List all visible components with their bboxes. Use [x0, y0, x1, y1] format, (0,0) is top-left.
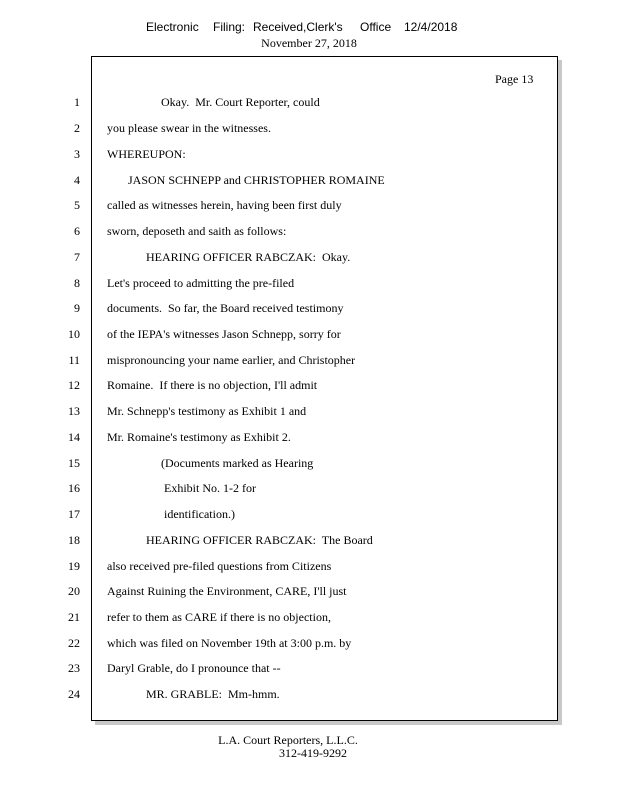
footer-company: L.A. Court Reporters, L.L.C. — [218, 733, 358, 747]
stamp-word: Office — [360, 20, 392, 34]
line-text: refer to them as CARE if there is no objection, — [107, 610, 331, 624]
line-number: 9 — [74, 301, 80, 315]
line-number: 22 — [68, 636, 80, 650]
stamp-word: Electronic — [146, 20, 199, 34]
line-number: 5 — [74, 198, 80, 212]
line-text: which was filed on November 19th at 3:00 p.m. by — [107, 636, 352, 650]
line-number: 1 — [74, 95, 80, 109]
line-text: Let's proceed to admitting the pre-filed — [107, 276, 295, 290]
page-number: Page 13 — [495, 72, 534, 86]
line-text: Mr. Romaine's testimony as Exhibit 2. — [107, 430, 291, 444]
filed-date: November 27, 2018 — [261, 36, 357, 50]
line-number: 20 — [68, 584, 80, 598]
line-number: 10 — [68, 327, 80, 341]
line-text: Exhibit No. 1-2 for — [164, 481, 256, 495]
line-number: 18 — [68, 533, 80, 547]
line-number: 2 — [74, 121, 80, 135]
line-text: HEARING OFFICER RABCZAK: Okay. — [146, 250, 351, 264]
line-text: (Documents marked as Hearing — [161, 456, 314, 470]
line-number: 8 — [74, 276, 80, 290]
line-number: 16 — [68, 481, 80, 495]
line-number: 11 — [68, 353, 80, 367]
line-text: JASON SCHNEPP and CHRISTOPHER ROMAINE — [128, 173, 385, 187]
line-text: identification.) — [164, 507, 235, 521]
line-text: Mr. Schnepp's testimony as Exhibit 1 and — [107, 404, 307, 418]
line-number: 3 — [74, 147, 80, 161]
line-text: MR. GRABLE: Mm-hmm. — [146, 687, 280, 701]
line-text: Okay. Mr. Court Reporter, could — [161, 95, 320, 109]
line-text: HEARING OFFICER RABCZAK: The Board — [146, 533, 373, 547]
line-text: Against Ruining the Environment, CARE, I'll just — [107, 584, 347, 598]
line-text: also received pre-filed questions from Citizens — [107, 559, 332, 573]
stamp-word: Received,Clerk's — [253, 20, 343, 34]
line-number: 23 — [68, 661, 80, 675]
line-number: 17 — [68, 507, 80, 521]
line-text: sworn, deposeth and saith as follows: — [107, 224, 287, 238]
line-number: 7 — [74, 250, 80, 264]
line-text: mispronouncing your name earlier, and Christopher — [107, 353, 356, 367]
line-text: WHEREUPON: — [107, 147, 186, 161]
line-text: you please swear in the witnesses. — [107, 121, 271, 135]
line-text: called as witnesses herein, having been first duly — [107, 198, 342, 212]
stamp-word: Filing: — [213, 20, 246, 34]
line-number: 13 — [68, 404, 80, 418]
line-text: of the IEPA's witnesses Jason Schnepp, sorry for — [107, 327, 341, 341]
line-number: 4 — [74, 173, 80, 187]
line-number: 21 — [68, 610, 80, 624]
line-number: 15 — [68, 456, 80, 470]
line-text: Daryl Grable, do I pronounce that -- — [107, 661, 281, 675]
line-number: 24 — [68, 687, 80, 701]
line-number: 19 — [68, 559, 80, 573]
line-number: 14 — [68, 430, 80, 444]
line-text: documents. So far, the Board received testimony — [107, 301, 344, 315]
line-text: Romaine. If there is no objection, I'll admit — [107, 378, 318, 392]
line-number: 6 — [74, 224, 80, 238]
footer-phone: 312-419-9292 — [279, 746, 347, 760]
line-number: 12 — [68, 378, 80, 392]
stamp-date: 12/4/2018 — [404, 20, 458, 34]
